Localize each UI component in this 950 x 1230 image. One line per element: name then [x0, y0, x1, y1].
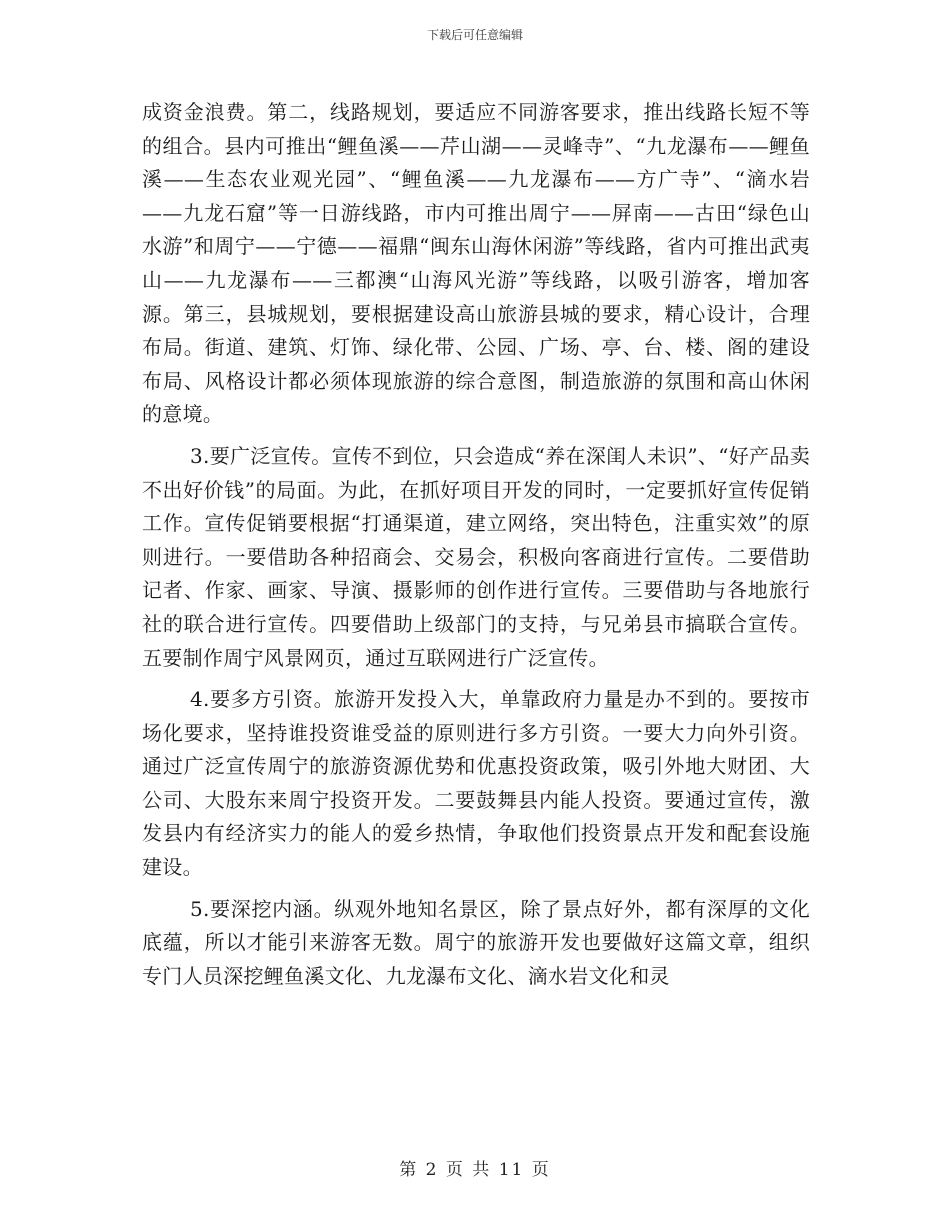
page-number-footer: 第 2 页 共 11 页	[399, 1160, 551, 1180]
paragraph-section-3: 3.要广泛宣传。宣传不到位，只会造成“养在深闺人未识”、“好产品卖不出好价钱”的局面。为此，在抓好项目开发的同时，一定要抓好宣传促销工作。宣传促销要根据“打通渠道，建立网络，突出特色，注重实效”的原则进行。一要借助各种招商会、交易会，积极向客商进行宣传。二要借助记者、作家、画家、导演、摄影师的创作进行宣传。三要借助与各地旅行社的联合进行宣传。四要借助上级部门的支持，与兄弟县市搞联合宣传。五要制作周宁风景网页，通过互联网进行广泛宣传。	[142, 443, 810, 670]
paragraph-section-4: 4.要多方引资。旅游开发投入大，单靠政府力量是办不到的。要按市场化要求，坚持谁投资谁受益的原则进行多方引资。一要大力向外引资。通过广泛宣传周宁的旅游资源优势和优惠投资政策，吸引外地大财团、大公司、大股东来周宁投资开发。二要鼓舞县内能人投资。要通过宣传，激发县内有经济实力的能人的爱乡热情，争取他们投资景点开发和配套设施建设。	[142, 687, 810, 880]
document-body	[142, 96, 810, 1001]
page-header: 下载后可任意编辑	[426, 28, 523, 42]
paragraph-section-5: 5.要深挖内涵。纵观外地知名景区，除了景点好外，都有深厚的文化底蕴，所以才能引来游客无数。周宁的旅游开发也要做好这篇文章，组织专门人员深挖鲤鱼溪文化、九龙瀑布文化、滴水岩文化和灵	[142, 896, 810, 988]
paragraph-continuation: 成资金浪费。第二，线路规划，要适应不同游客要求，推出线路长短不等的组合。县内可推出“鲤鱼溪——芹山湖——灵峰寺”、“九龙瀑布——鲤鱼溪——生态农业观光园”、“鲤鱼溪——九龙瀑布——方广寺”、“滴水岩——九龙石窟”等一日游线路，市内可推出周宁——屏南——古田“绿色山水游”和周宁——宁德——福鼎“闽东山海休闲游”等线路，省内可推出武夷山——九龙瀑布——三都澳“山海风光游”等线路，以吸引游客，增加客源。第三，县城规划，要根据建设高山旅游县城的要求，精心设计，合理布局。街道、建筑、灯饰、绿化带、公园、广场、亭、台、楼、阁的建设布局、风格设计都必须体现旅游的综合意图，制造旅游的氛围和高山休闲的意境。	[142, 100, 810, 427]
